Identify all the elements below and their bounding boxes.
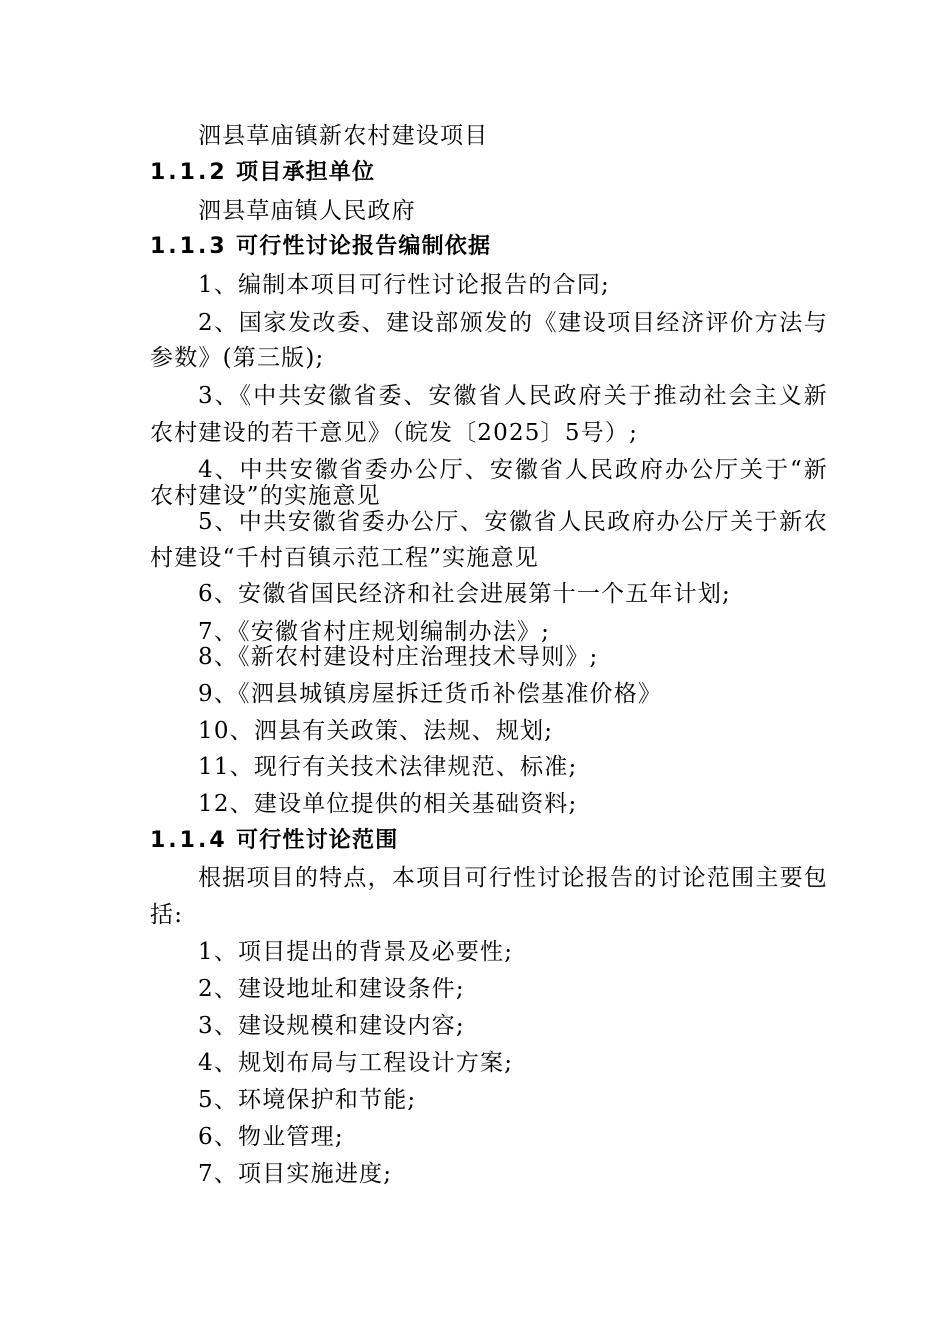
scope-item-3: 3、建设规模和建设内容; xyxy=(198,1013,465,1039)
scope-item-6: 6、物业管理; xyxy=(198,1124,344,1150)
basis-item-2-line-1: 2、国家发改委、建设部颁发的《建设项目经济评价方法与 xyxy=(198,310,828,336)
section-number: 1.1.3 xyxy=(150,234,228,259)
scope-item-4: 4、规划布局与工程设计方案; xyxy=(198,1050,514,1076)
basis-item-12: 12、建设单位提供的相关基础资料; xyxy=(198,791,578,817)
basis-item-7: 7、《安徽省村庄规划编制办法》; xyxy=(198,619,551,645)
section-number: 1.1.4 xyxy=(150,828,228,853)
basis-item-3-line-2: 农村建设的若干意见》（皖发〔2025〕5号）; xyxy=(150,420,639,446)
scope-item-1: 1、项目提出的背景及必要性; xyxy=(198,939,514,965)
section-title: 可行性讨论报告编制依据 xyxy=(236,234,492,259)
basis-item-1: 1、编制本项目可行性讨论报告的合同; xyxy=(198,272,610,298)
section-heading-1-1-2 xyxy=(150,158,830,188)
project-name-line: 泗县草庙镇新农村建设项目 xyxy=(198,123,489,149)
scope-item-2: 2、建设地址和建设条件; xyxy=(198,976,465,1002)
basis-item-11: 11、现行有关技术法律规范、标准; xyxy=(198,754,578,780)
basis-item-4-line-1: 4、中共安徽省委办公厅、安徽省人民政府办公厅关于“新 xyxy=(198,457,828,483)
basis-item-3-line-1: 3、《中共安徽省委、安徽省人民政府关于推动社会主义新 xyxy=(198,383,828,409)
section-heading-1-1-3 xyxy=(150,232,830,262)
section-number: 1.1.2 xyxy=(150,160,228,185)
section-title: 可行性讨论范围 xyxy=(236,828,399,853)
undertaking-unit-line: 泗县草庙镇人民政府 xyxy=(198,198,416,224)
section-heading-1-1-4 xyxy=(150,826,830,856)
basis-item-10: 10、泗县有关政策、法规、规划; xyxy=(198,718,554,744)
scope-intro-line-1: 根据项目的特点，本项目可行性讨论报告的讨论范围主要包 xyxy=(198,865,828,891)
scope-intro-line-2: 括: xyxy=(150,902,184,928)
basis-item-5-line-1: 5、中共安徽省委办公厅、安徽省人民政府办公厅关于新农 xyxy=(198,509,828,535)
basis-item-6: 6、安徽省国民经济和社会进展第十一个五年计划; xyxy=(198,581,731,607)
scope-item-7: 7、项目实施进度; xyxy=(198,1161,393,1187)
section-title: 项目承担单位 xyxy=(236,160,376,185)
basis-item-4-line-2: 农村建设”的实施意见 xyxy=(150,483,381,509)
basis-item-8: 8、《新农村建设村庄治理技术导则》; xyxy=(198,644,599,670)
scope-item-5: 5、环境保护和节能; xyxy=(198,1087,417,1113)
basis-item-2-line-2: 参数》(第三版); xyxy=(150,345,325,371)
basis-item-5-line-2: 村建设“千村百镇示范工程”实施意见 xyxy=(150,545,539,571)
basis-item-9: 9、《泗县城镇房屋拆迁货币补偿基准价格》 xyxy=(198,681,663,707)
